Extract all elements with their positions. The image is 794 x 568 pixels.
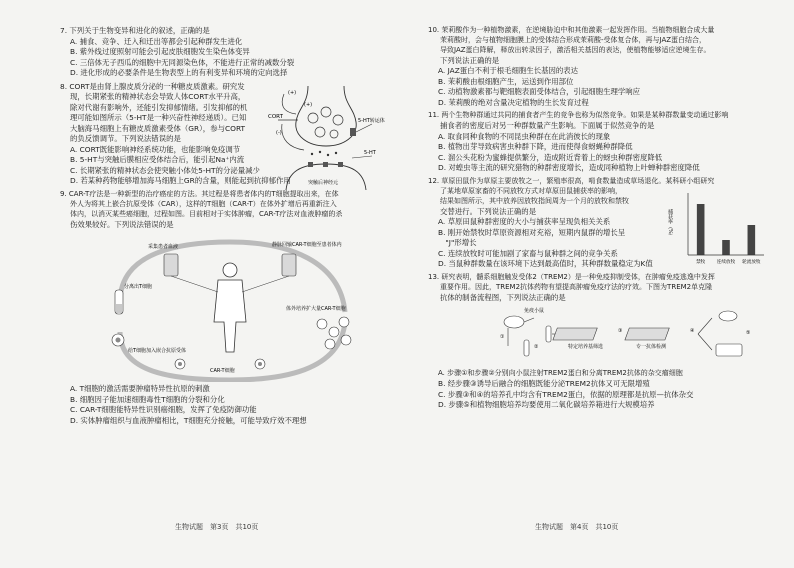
q10-option-c: C. 动植物激素都与靶细胞表面受体结合，引起细胞生理学响应	[438, 87, 641, 97]
q11-option-c: C. 溜公头花粉为蜜蜂提供繁分，造成附近背着上的蚜虫种群密度降低	[438, 152, 663, 162]
q11-option-a: A. 取食同种食物的不同昆虫种群在在此消彼长的现象	[438, 131, 611, 141]
q13-option-b: B. 经步骤③诱导后融合的细胞既能分泌TREM2抗体又可无限增殖	[438, 379, 650, 389]
q12-line: 结果如图所示，其中放养因放牧指间周为一个月的放牧和禁牧	[440, 196, 629, 205]
sign-label: (+)	[288, 89, 297, 96]
q9-line: 伤效果较好。下列说法错误的是	[70, 219, 174, 229]
q10-line: 茉莉酸时，会与植物细胞膜上的受体结合形成茉莉酸-受体复合体，再与JAZ蛋白结合，	[440, 35, 707, 44]
mouse-label: 免疫小鼠	[524, 308, 545, 315]
step-4: ④	[690, 328, 695, 335]
question-8	[60, 82, 385, 187]
q12-option-a: A. 草原田鼠种群密度的大小与捕获率呈现负相关关系	[438, 217, 611, 227]
select-label: 特定培养基筛选	[568, 344, 604, 351]
q7-option-a: A. 捕食、竞争、迁入和迁出等都会引起种群发生进化	[70, 36, 243, 46]
q11-option-b: B. 植物出芽导致病害虫种群下降，进而使得食蚜蝇种群降低	[438, 142, 633, 152]
q8-line: 8. CORT是由肾上腺皮质分泌的一种糖皮质激素。研究发	[60, 81, 245, 91]
q9-option-b: B. 细胞因子能加速细胞毒性T细胞的分裂和分化	[70, 394, 225, 404]
antibody-prep-diagram	[428, 304, 765, 368]
q7-option-b: B. 紫外线过度照射可能会引起皮肤细胞发生染色体变异	[70, 47, 250, 57]
q10-option-a: A. JAZ蛋白不利于根毛细胞生长基因的表达	[438, 66, 579, 76]
q11-option-d: D. 对蝗虫等主流的研究猎物的种群密度增长，造成同种植物上叶蝉种群密度降低	[438, 163, 700, 173]
q8-option-c: C. 长期紧张的精神状态会使突触小体处5-HT的分泌量减少	[70, 165, 260, 175]
q13-line: 抗体的制备流程图，下列说法正确的是	[440, 292, 566, 302]
page-footer-left: 生物试题 第3页 共10页	[175, 523, 259, 531]
q10-option-d: D. 茉莉酸的绝对含量决定植物的生长发育过程	[438, 97, 589, 107]
chart-category-label: 轮流放牧	[742, 259, 761, 265]
question-13	[428, 273, 765, 411]
q8-option-b: B. 5-HT与突触后膜相应受体结合后，能引起Na⁺内流	[70, 155, 245, 165]
step-1: ①	[500, 334, 505, 341]
step-3: ③	[618, 328, 623, 335]
sign-label: (+)	[304, 101, 313, 108]
q8-line: 大脑海马细胞上有糖皮质激素受体（GR），参与CORT	[70, 123, 246, 133]
chart-category-label: 连续放牧	[716, 259, 736, 265]
question-9	[60, 190, 385, 426]
q12-option-c: C. 连续放牧时可能加剧了家畜与鼠种群之间的竞争关系	[438, 248, 618, 258]
chart-bar	[697, 204, 705, 255]
q12-line: 12. 草原田鼠作为草原主要放牧之一，繁殖率很高，啃食数量造成草场退化。某科研小组研究	[428, 176, 715, 185]
q12-line: 了某地草原家畜的不同放牧方式对草原田鼠捕获率的影响，	[440, 186, 622, 195]
q8-line: 除对代谢有影响外，还能引发抑郁情绪。引发抑郁的机	[70, 102, 248, 112]
q9-option-d: D. 实体肿瘤组织与血液肿瘤相比，T细胞充分接触，可能导致疗效不理想	[70, 415, 307, 425]
q10-line: 导致JAZ蛋白降解，释放出转录因子，激活相关基因的表达，使植物能够适应逆境生存。	[440, 45, 711, 54]
expand-label: 体外培养扩大量CAR-T细胞	[286, 306, 346, 313]
q12-option-b-cont: "J"形增长	[438, 238, 477, 248]
q7-option-d: D. 进化形成的必要条件是生物表型上的有利变异和环境的定向选择	[70, 68, 288, 78]
postsynaptic-label: 突触后神经元	[308, 179, 339, 186]
q11-line: 捕食者的密度后对另一种群数量产生影响。下面属于似然竞争的是	[440, 121, 655, 131]
q9-option-c: C. CAR-T细胞能特异性识别癌细胞，发挥了免疫防御功能	[70, 405, 257, 415]
step-5: ⑤	[746, 330, 751, 337]
separate-tcell-label: 分离出T细胞	[124, 284, 153, 291]
5ht-transporter-label: 5-HT转运体	[358, 117, 385, 124]
q7-stem: 7. 下列关于生物变异和进化的叙述，正确的是	[60, 26, 210, 35]
antibody-test-label: 专一抗体检测	[636, 344, 667, 351]
q13-line: 重要作用。因此，TREM2抗体药物有望提高肿瘤免疫疗法的疗效。下图为TREM2单克隆	[440, 282, 713, 291]
q12-option-b: B. 刚开始禁牧时草原资源相对充裕，短期内鼠群的增长呈	[438, 227, 626, 237]
q13-option-c: C. 步骤③和④的培养孔中均含有TREM2蛋白，依据的原理都是抗原—抗体杂交	[438, 389, 694, 399]
reinfusion-label: 静脉回输CAR-T细胞至患者体内	[272, 242, 342, 249]
question-11	[428, 111, 765, 174]
question-12	[428, 177, 765, 270]
page-footer-right: 生物试题 第4页 共10页	[535, 523, 619, 531]
chart-category-label: 禁牧	[696, 259, 706, 265]
q12-line: 交替进行。下列说法正确的是	[440, 206, 537, 216]
q11-line: 11. 两个生物种群通过共同的捕食者产生的竞争也称为似然竞争。如果是某种群数量变动通过影响	[428, 111, 729, 120]
q13-line: 13. 研究表明，髓系细胞触发受体2（TREM2）是一种免疫抑制受体，在肿瘤免疫逃逸中发挥	[428, 272, 715, 281]
step-2: ②	[534, 344, 539, 351]
q10-option-b: B. 茉莉酸由根细胞产生，运送到作用部位	[438, 76, 574, 86]
cart-therapy-diagram	[60, 232, 385, 382]
chart-y-axis-label: 捕获率（%）	[667, 208, 673, 239]
q9-line: 体内，以消灭某些癌细胞，过程如图。目前相对于实体肿瘤，CAR-T疗法对血液肿瘤的杀	[70, 209, 343, 218]
chart-bar	[722, 240, 730, 255]
question-7	[60, 26, 385, 79]
q8-option-d: D. 若某种药物能够增加海马细胞上GR的含量，则能起到抗抑郁作用	[70, 176, 291, 186]
chart-bar	[748, 225, 756, 255]
cart-cell-label: CAR-T细胞	[210, 368, 235, 375]
blood-collection-label: 采集患者血液	[148, 244, 179, 251]
q9-option-a: A. T细胞的激活需要肿瘤特异性抗原的刺激	[70, 384, 210, 394]
left-column	[60, 26, 385, 429]
synapse-diagram	[268, 84, 386, 192]
q7-option-c: C. 三倍体无子西瓜的细胞中无同源染色体，不能进行正常的减数分裂	[70, 57, 295, 67]
q8-line: 的负反馈调节。下列说法错误的是	[70, 134, 181, 144]
question-10	[428, 26, 765, 108]
right-column	[428, 26, 765, 414]
engineer-label: 给T细胞加入嵌合抗原受体	[128, 348, 187, 355]
5ht-label: 5-HT	[364, 149, 376, 156]
q13-option-a: A. 步骤①和步骤②分别向小鼠注射TREM2蛋白和分离TREM2抗体的杂交瘤细胞	[438, 369, 683, 378]
q10-line: 10. 茉莉酸作为一种植物激素，在逆境胁迫中和其他激素一起发挥作用。当植物细胞合成大量	[428, 26, 715, 34]
q13-option-d: D. 步骤⑤和植物细胞培养均要使用二氧化碳培养箱进行大规模培养	[438, 400, 655, 410]
q10-line: 下列说法正确的是	[440, 55, 500, 65]
q8-option-a: A. CORT既能影响神经系统功能，也能影响免疫调节	[70, 144, 241, 154]
sign-label: (-)	[276, 129, 282, 136]
q8-line: 理可能如图所示（5-HT是一种兴奋性神经递质）。已知	[70, 113, 247, 123]
q12-option-d: D. 当鼠种群数量在该环境下达到最高值时，其种群数量稳定为K值	[438, 259, 653, 269]
q9-line: 外人为将其上嵌合抗原受体（CAR），这样的T细胞（CAR-T）在体外扩增后再重新注入	[70, 199, 337, 208]
cort-label: CORT	[268, 113, 283, 120]
capture-rate-chart	[666, 189, 766, 271]
q8-line: 现，长期紧张的精神状态会导致人体CORT水平升高，	[70, 92, 246, 102]
q9-line: 9. CAR-T疗法是一种新型的治疗癌症的方法。其过程是将患者体内的T细胞提取出来，在体	[60, 189, 339, 198]
